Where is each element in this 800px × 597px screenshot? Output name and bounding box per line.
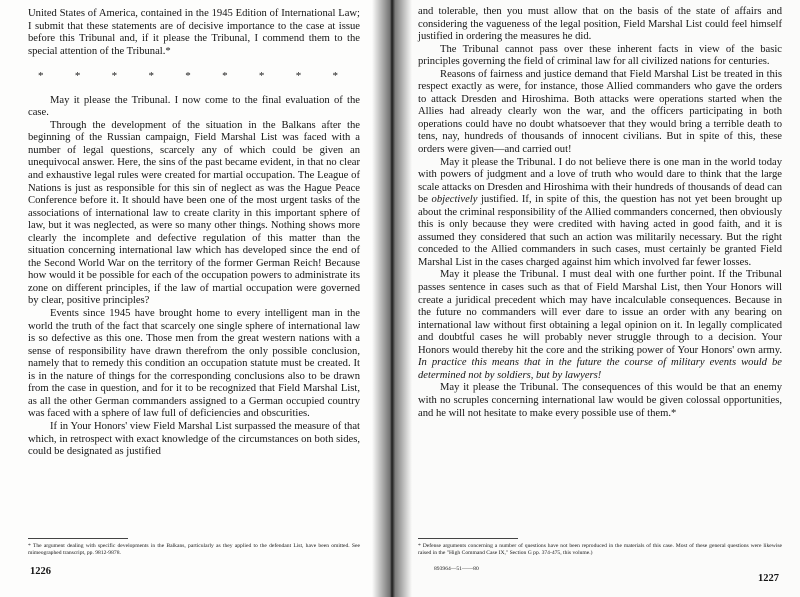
left-paragraph: Events since 1945 have brought home to every intelligent man in the world the truth of the fact that scarcely one single sphere of international law is so defective as this one. Those men from the great western nations with a sense of responsibility have drawn therefrom the only possible conclusion, namely that to remedy this condition an occupation statute must be created. It is in the nature of things for the corresponding conclusions also to be drawn from the case in question, and for it to be recognized that Field Marshal List, as all the other German commanders assigned to a German occupied country was faced with a sphere of law full of deficiencies and obscurities. <box>28 308 360 420</box>
section-break-stars: * * * * * * * * * <box>38 70 338 83</box>
page-number-left: 1226 <box>30 566 51 577</box>
right-paragraph: May it please the Tribunal. I do not believe there is one man in the world today with powers of judgment and a love of truth who would dare to think that the large scale attacks on Dresden and Hiroshima with their hundreds of thousands of dead can be objectively justified. If, in spite of this, the question has not yet been brought up about the criminal responsibility of the Allied commanders concerned, then obviously this is only because they were credited with having acted in good faith, and it is assumed they considered that such an action was militarily necessary. But the right conceded to the Allied commanders in such cases, must certainly be granted Field Marshal List in the cases charged against him which involved far fewer losses. <box>418 156 782 268</box>
right-paragraph: The Tribunal cannot pass over these inherent facts in view of the basic principles governing the field of criminal law for all civilized nations for centuries. <box>418 43 782 68</box>
left-paragraph: If in Your Honors' view Field Marshal List surpassed the measure of that which, in retrospect with exact knowledge of the circumstances on both sides, could be designated as justified <box>28 420 360 458</box>
left-opening-paragraph: United States of America, contained in the 1945 Edition of International Law; I submit that these statements are of decisive importance to the case at issue before this Tribunal and, if it please the Tribunal, I commend them to the special attention of the Tribunal.* <box>28 8 360 57</box>
page-number-right: 1227 <box>758 573 779 584</box>
footnote-rule <box>418 538 518 539</box>
footnote-rule <box>28 538 128 539</box>
right-paragraph: May it please the Tribunal. I must deal with one further point. If the Tribunal passes sentence in cases such as that of Field Marshal List, then Your Honors will create a juridical precedent which may have incalculable consequences. Because in the future no commanders will ever dare to issue an order with any bearing on international law without first obtaining a legal opinion on it. In legally complicated and doubtful cases he will probably never struggle through to a decision. Your Honors would thereby hit the core and the striking power of Your Honors' own army. In practice this means that in the future the course of military events would be determined not by soldiers, but by lawyers! <box>418 269 782 381</box>
left-footnote: * The argument dealing with specific developments in the Balkans, particularly as they applied to the defendant List, have been omitted. See mimeographed transcript, pp. 9812-9878. <box>28 543 360 556</box>
left-paragraph: May it please the Tribunal. I now come to the final evaluation of the case. <box>28 94 360 119</box>
print-code: 893964—51——80 <box>434 566 479 572</box>
left-body-text <box>28 8 360 459</box>
right-paragraph: Reasons of fairness and justice demand that Field Marshal List be treated in this respect exactly as were, for instance, those Allied commanders who gave the orders to attack Dresden and Hiroshima. Both attacks were operations started when the Allies had already clearly won the war, and the officers participating in both operations could have no doubt whatsoever that they would bring a terrible death to tens, nay, hundreds of thousands of innocent civilians. But in spite of this, these orders were given—and carried out! <box>418 68 782 156</box>
book-gutter <box>372 0 412 597</box>
right-paragraph: and tolerable, then you must allow that on the basis of the state of affairs and considering the vagueness of the legal position, Field Marshal List could feel himself justified in ordering the measures he did. <box>418 6 782 43</box>
right-footnote: * Defense arguments concerning a number of questions have not been reproduced in the materials of this case. Most of these general questions were likewise raised in the "High Command Case IX," Section G pp. 374-475, this volume.) <box>418 543 782 556</box>
right-page <box>392 0 800 597</box>
left-paragraph: Through the development of the situation in the Balkans after the beginning of the Russian campaign, Field Marshal List was faced with a number of legal questions, scarcely any of which could be given an unequivocal answer. Here, the sins of the past became evident, in that no clear and exhaustive legal rules were created for martial occupation. The League of Nations is just as responsible for this sin of neglect as was the Hague Peace Conference before it. It should have been one of the most urgent tasks of the associations of international law to create clarity in this important sphere of law, but it was neglected, as were so many other things. Nothing shows more clearly the incomplete and defective regulation of this matter than the situation concerning international law which has developed since the end of the Second World War on the territory of the former German Reich! Because how would it be possible for each of the occupation powers to administrate its zone on different principles, if the law of martial occupation were governed by clear, positive principles? <box>28 119 360 307</box>
left-page <box>0 0 392 597</box>
right-paragraph: May it please the Tribunal. The consequences of this would be that an enemy with no scruples concerning international law would be given colossal opportunities, and he will not hesitate to make every possible use of them.* <box>418 382 782 419</box>
right-body-text <box>418 6 782 420</box>
